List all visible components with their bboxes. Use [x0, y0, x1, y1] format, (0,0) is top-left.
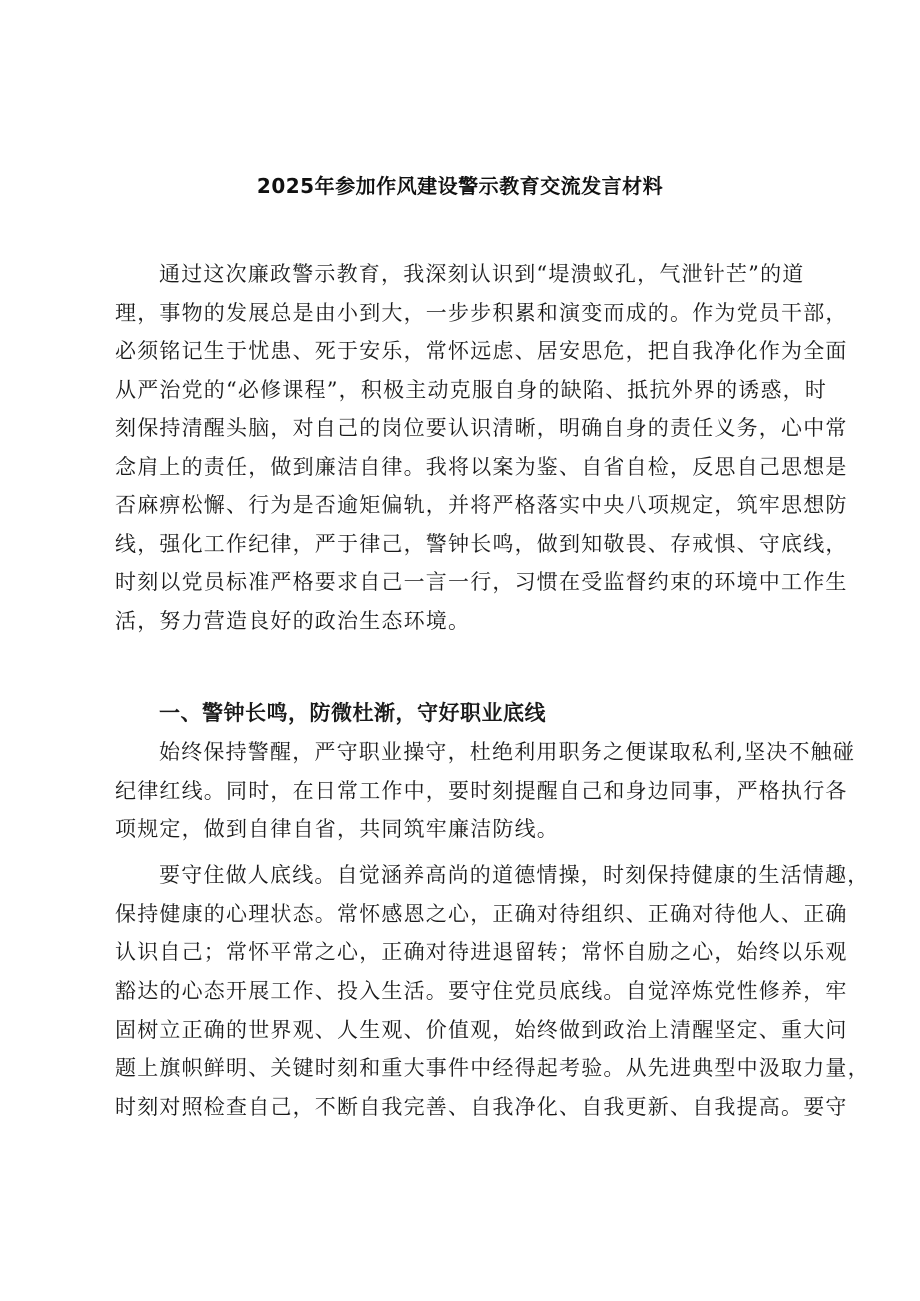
section-heading	[115, 694, 830, 733]
text-line: 项规定，做到自律自省，共同筑牢廉洁防线。	[115, 817, 559, 841]
text-line: 要守住做人底线。自觉涵养高尚的道德情操，时刻保持健康的生活情趣，	[159, 863, 870, 887]
text-line: 始终保持警醒，严守职业操守，杜绝利用职务之便谋取私利,坚决不触碰	[159, 740, 856, 764]
text-line: 纪律红线。同时，在日常工作中，要时刻提醒自己和身边同事，严格执行各	[115, 778, 848, 803]
text-line: 线，强化工作纪律，严于律己，警钟长鸣，做到知敬畏、存戒惧、守底线，	[115, 531, 848, 556]
text-line: 念肩上的责任，做到廉洁自律。我将以案为鉴、自省自检，反思自己思想是	[115, 454, 848, 479]
text-line: 保持健康的心理状态。常怀感恩之心，正确对待组织、正确对待他人、正确	[115, 901, 848, 926]
text-line: 时刻对照检查自己，不断自我完善、自我净化、自我更新、自我提高。要守	[115, 1095, 848, 1120]
paragraph-1	[115, 255, 848, 640]
text-line: 必须铭记生于忧患、死于安乐，常怀远虑、居安思危，把自我净化作为全面	[115, 339, 848, 363]
text-line: 活，努力营造良好的政治生态环境。	[115, 608, 471, 633]
text-line: 理，事物的发展总是由小到大，一步步积累和演变而成的。作为党员干部，	[115, 300, 848, 325]
text-line: 豁达的心态开展工作、投入生活。要守住党员底线。自觉淬炼党性修养，牢	[115, 979, 848, 1004]
text-line: 题上旗帜鲜明、关键时刻和重大事件中经得起考验。从先进典型中汲取力量，	[115, 1056, 870, 1081]
document-title: 2025年参加作风建设警示教育交流发言材料	[256, 174, 664, 198]
text-line: 否麻痹松懈、行为是否逾矩偏轨，并将严格落实中央八项规定，筑牢思想防	[115, 493, 848, 517]
paragraph-2	[115, 733, 856, 849]
text-line: 固树立正确的世界观、人生观、价值观，始终做到政治上清醒坚定、重大问	[115, 1017, 848, 1042]
text-line: 从严治党的“必修课程”，积极主动克服自身的缺陷、抵抗外界的诱惑，时	[115, 377, 828, 402]
text-line: 刻保持清醒头脑，对自己的岗位要认识清晰，明确自身的责任义务，心中常	[115, 416, 848, 440]
text-line: 认识自己；常怀平常之心，正确对待进退留转；常怀自励之心，始终以乐观	[115, 940, 848, 965]
text-line: 时刻以党员标准严格要求自己一言一行，习惯在受监督约束的环境中工作生	[115, 570, 848, 594]
section-heading-text: 一、警钟长鸣，防微杜渐，守好职业底线	[159, 701, 546, 725]
paragraph-3	[115, 856, 870, 1127]
text-line: 通过这次廉政警示教育，我深刻认识到“堤溃蚁孔，气泄针芒”的道	[159, 262, 805, 286]
